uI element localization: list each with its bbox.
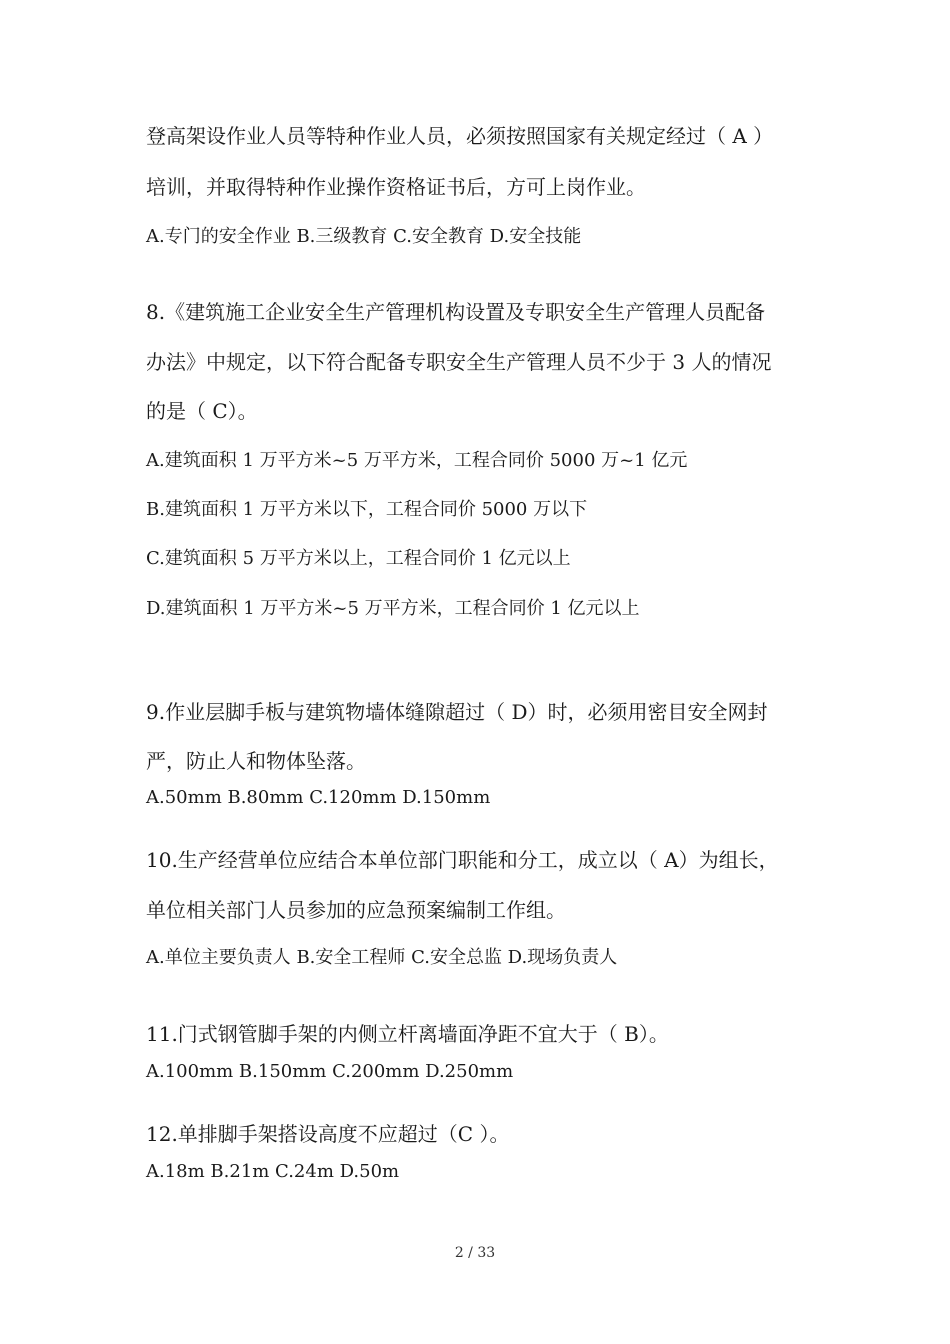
question-text-line: 10.生产经营单位应结合本单位部门职能和分工，成立以（ A）为组长， (146, 848, 779, 872)
answer-options: A.100mm B.150mm C.200mm D.250mm (146, 1061, 514, 1082)
answer-option: A.建筑面积 1 万平方米~5 万平方米，工程合同价 5000 万~1 亿元 (146, 450, 688, 471)
question-text-line: 办法》中规定，以下符合配备专职安全生产管理人员不少于 3 人的情况 (146, 350, 772, 374)
answer-options: A.专门的安全作业 B.三级教育 C.安全教育 D.安全技能 (146, 226, 582, 247)
question-text-line: 12.单排脚手架搭设高度不应超过（C ）。 (146, 1122, 510, 1146)
question-text-line: 严，防止人和物体坠落。 (146, 749, 366, 773)
question-text-line: 11.门式钢管脚手架的内侧立杆离墙面净距不宜大于（ B）。 (146, 1022, 669, 1046)
question-text-line: 培训，并取得特种作业操作资格证书后，方可上岗作业。 (146, 175, 646, 199)
answer-options: A.单位主要负责人 B.安全工程师 C.安全总监 D.现场负责人 (146, 947, 618, 968)
question-text-line: 8.《建筑施工企业安全生产管理机构设置及专职安全生产管理人员配备 (146, 300, 766, 324)
answer-option: B.建筑面积 1 万平方米以下，工程合同价 5000 万以下 (146, 499, 588, 520)
answer-option: C.建筑面积 5 万平方米以上，工程合同价 1 亿元以上 (146, 548, 571, 569)
page-number: 2 / 33 (454, 1245, 496, 1261)
answer-options: A.50mm B.80mm C.120mm D.150mm (146, 787, 491, 808)
question-text-line: 的是（ C）。 (146, 399, 258, 423)
question-text-line: 9.作业层脚手板与建筑物墙体缝隙超过（ D）时，必须用密目安全网封 (146, 700, 768, 724)
answer-option: D.建筑面积 1 万平方米~5 万平方米，工程合同价 1 亿元以上 (146, 598, 640, 619)
question-text-line: 登高架设作业人员等特种作业人员，必须按照国家有关规定经过（ A ） (146, 124, 774, 148)
answer-options: A.18m B.21m C.24m D.50m (146, 1161, 400, 1182)
question-text-line: 单位相关部门人员参加的应急预案编制工作组。 (146, 898, 566, 922)
